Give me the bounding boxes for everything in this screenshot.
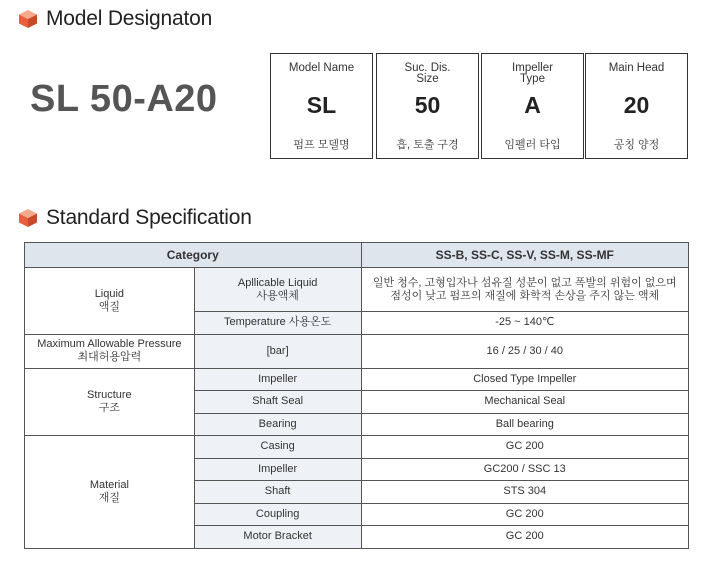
box-label: Main Head [608,62,665,74]
item-cell: [bar] [194,334,361,368]
group-cell-pressure: Maximum Allowable Pressure 최대허용압력 [25,334,195,368]
table-row [25,334,689,368]
cube-icon [18,9,38,29]
value-cell: GC200 / SSC 13 [361,458,688,481]
model-full-name: SL 50-A20 [30,78,218,120]
value-cell: -25 ~ 140℃ [361,312,688,335]
table-header-row [25,243,689,268]
value-cell: GC 200 [361,436,688,459]
item-cell: Apllicable Liquid 사용액체 [194,268,361,312]
group-cell-liquid: Liquid 액질 [25,268,195,335]
designation-box-model-name [270,53,373,159]
item-cell: Bearing [194,413,361,436]
section-title: Model Designaton [46,7,213,30]
box-korean-label: 공칭 양정 [613,139,660,151]
value-cell: Mechanical Seal [361,391,688,414]
box-korean-label: 펌프 모델명 [293,139,350,151]
item-cell: Shaft Seal [194,391,361,414]
designation-box-main-head [585,53,688,159]
item-cell: Temperature 사용온도 [194,312,361,335]
designation-box-size [376,53,479,159]
box-label: Impeller Type [512,62,553,85]
table-row [25,368,689,391]
box-value: 50 [414,92,441,118]
item-cell: Impeller [194,368,361,391]
section-title: Standard Specification [46,206,252,229]
item-cell: Motor Bracket [194,526,361,549]
models-header: SS-B, SS-C, SS-V, SS-M, SS-MF [361,243,688,268]
specification-table [24,242,689,549]
standard-specification-heading [18,206,252,230]
value-cell: 16 / 25 / 30 / 40 [361,334,688,368]
box-value: 20 [623,92,650,118]
group-cell-structure: Structure 구조 [25,368,195,436]
box-korean-label: 흡, 토출 구경 [396,139,459,151]
value-cell: Ball bearing [361,413,688,436]
category-header: Category [25,243,362,268]
value-cell: 일반 청수, 고형입자나 섬유질 성분이 없고 폭발의 위험이 없으며 점성이 낮고 펌프의 재질에 화학적 손상을 주지 않는 액체 [361,268,688,312]
item-cell: Shaft [194,481,361,504]
item-cell: Coupling [194,503,361,526]
designation-box-impeller-type [481,53,584,159]
box-label: Suc. Dis. Size [404,62,451,85]
value-cell: Closed Type Impeller [361,368,688,391]
table-row [25,436,689,459]
model-designation-heading [18,7,212,31]
item-cell: Impeller [194,458,361,481]
box-value: A [524,92,541,118]
value-cell: GC 200 [361,503,688,526]
value-cell: GC 200 [361,526,688,549]
box-value: SL [306,92,337,118]
box-korean-label: 임펠러 타입 [504,139,561,151]
table-row [25,268,689,312]
cube-icon [18,208,38,228]
item-cell: Casing [194,436,361,459]
box-label: Model Name [288,62,355,74]
group-cell-material: Material 재질 [25,436,195,549]
value-cell: STS 304 [361,481,688,504]
